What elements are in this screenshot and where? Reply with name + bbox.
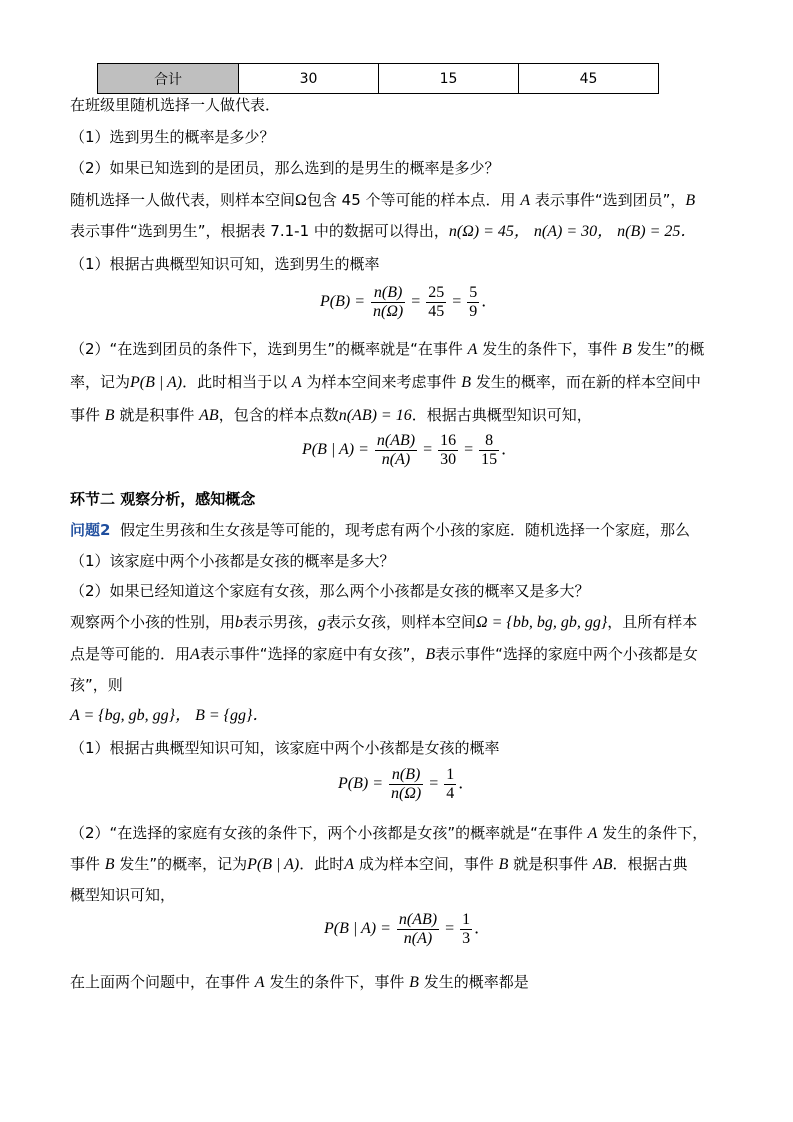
text-line: 事件 B 发生”的概率，记为P(B | A)．此时A 成为样本空间，事件 B 就是积事件 AB．根据古典 [70,855,688,873]
text-line: 观察两个小孩的性别，用b表示男孩，g表示女孩，则样本空间Ω = {bb, bg, gb, gg}，且所有样本 [70,613,698,631]
problem-label: 问题2 [70,521,111,539]
set-definitions: A = {bg, gb, gg}， B = {gg}． [70,707,269,724]
table-row [98,64,659,94]
text-line: （1）根据古典概型知识可知，该家庭中两个小孩都是女孩的概率 [70,739,500,757]
summary-table [97,63,659,94]
text-line: 事件 B 就是积事件 AB，包含的样本点数n(AB) = 16．根据古典概型知识可知， [70,406,592,424]
equation-4: P(B | A) = $\frac{n(AB)}{n(A)}$ = $\frac{1}{3}$ ． [324,911,491,947]
table-cell: 15 [379,64,519,94]
text-line: 点是等可能的．用A表示事件“选择的家庭中有女孩”，B表示事件“选择的家庭中两个小孩都是女 [70,645,698,663]
text-line: 概型知识可知， [70,886,176,904]
text-line: 在上面两个问题中，在事件 A 发生的条件下，事件 B 发生的概率都是 [70,973,529,991]
equation-2: P(B | A) = $\frac{n(AB)}{n(A)}$ = $\frac{16}{30}$ = $\frac{8}{15}$ ． [302,432,518,468]
text-line: 表示事件“选到男生”，根据表 7.1-1 中的数据可以得出，n(Ω) = 45， n(A) = 30， n(B) = 25． [70,222,697,240]
table-cell: 45 [519,64,659,94]
question-2: （2）如果已经知道这个家庭有女孩，那么两个小孩都是女孩的概率又是多大？ [70,582,590,600]
text-line: 在班级里随机选择一人做代表． [70,96,281,114]
question-1: （1）该家庭中两个小孩都是女孩的概率是多大？ [70,552,395,570]
text-line: 随机选择一人做代表，则样本空间Ω包含 45 个等可能的样本点．用 A 表示事件“选到团员”，B [70,191,696,209]
question-1: （1）选到男生的概率是多少？ [70,128,275,146]
text-line: （1）根据古典概型知识可知，选到男生的概率 [70,255,380,273]
text-line: 孩”，则 [70,676,123,694]
equation-1: P(B) = $\frac{n(B)}{n(\Omega)}$ = $\frac{25}{45}$ = $\frac{5}{9}$ ． [320,284,498,320]
table-cell: 30 [239,64,379,94]
text-line: （2）“在选到团员的条件下，选到男生”的概率就是“在事件 A 发生的条件下，事件 B 发生”的概 [70,340,705,358]
question-2: （2）如果已知选到的是团员，那么选到的是男生的概率是多少？ [70,159,500,177]
equation-3: P(B) = $\frac{n(B)}{n(\Omega)}$ = $\frac{1}{4}$ ． [338,766,475,802]
problem-2: 问题2 假定生男孩和生女孩是等可能的，现考虑有两个小孩的家庭．随机选择一个家庭，那么 [70,521,690,539]
section-heading: 环节二 观察分析，感知概念 [70,490,256,508]
text-line: 率，记为P(B | A)．此时相当于以 A 为样本空间来考虑事件 B 发生的概率，而在新的样本空间中 [70,373,701,391]
table-total-label: 合计 [98,64,239,94]
text-line: （2）“在选择的家庭有女孩的条件下，两个小孩都是女孩”的概率就是“在事件 A 发生的条件下， [70,824,708,842]
